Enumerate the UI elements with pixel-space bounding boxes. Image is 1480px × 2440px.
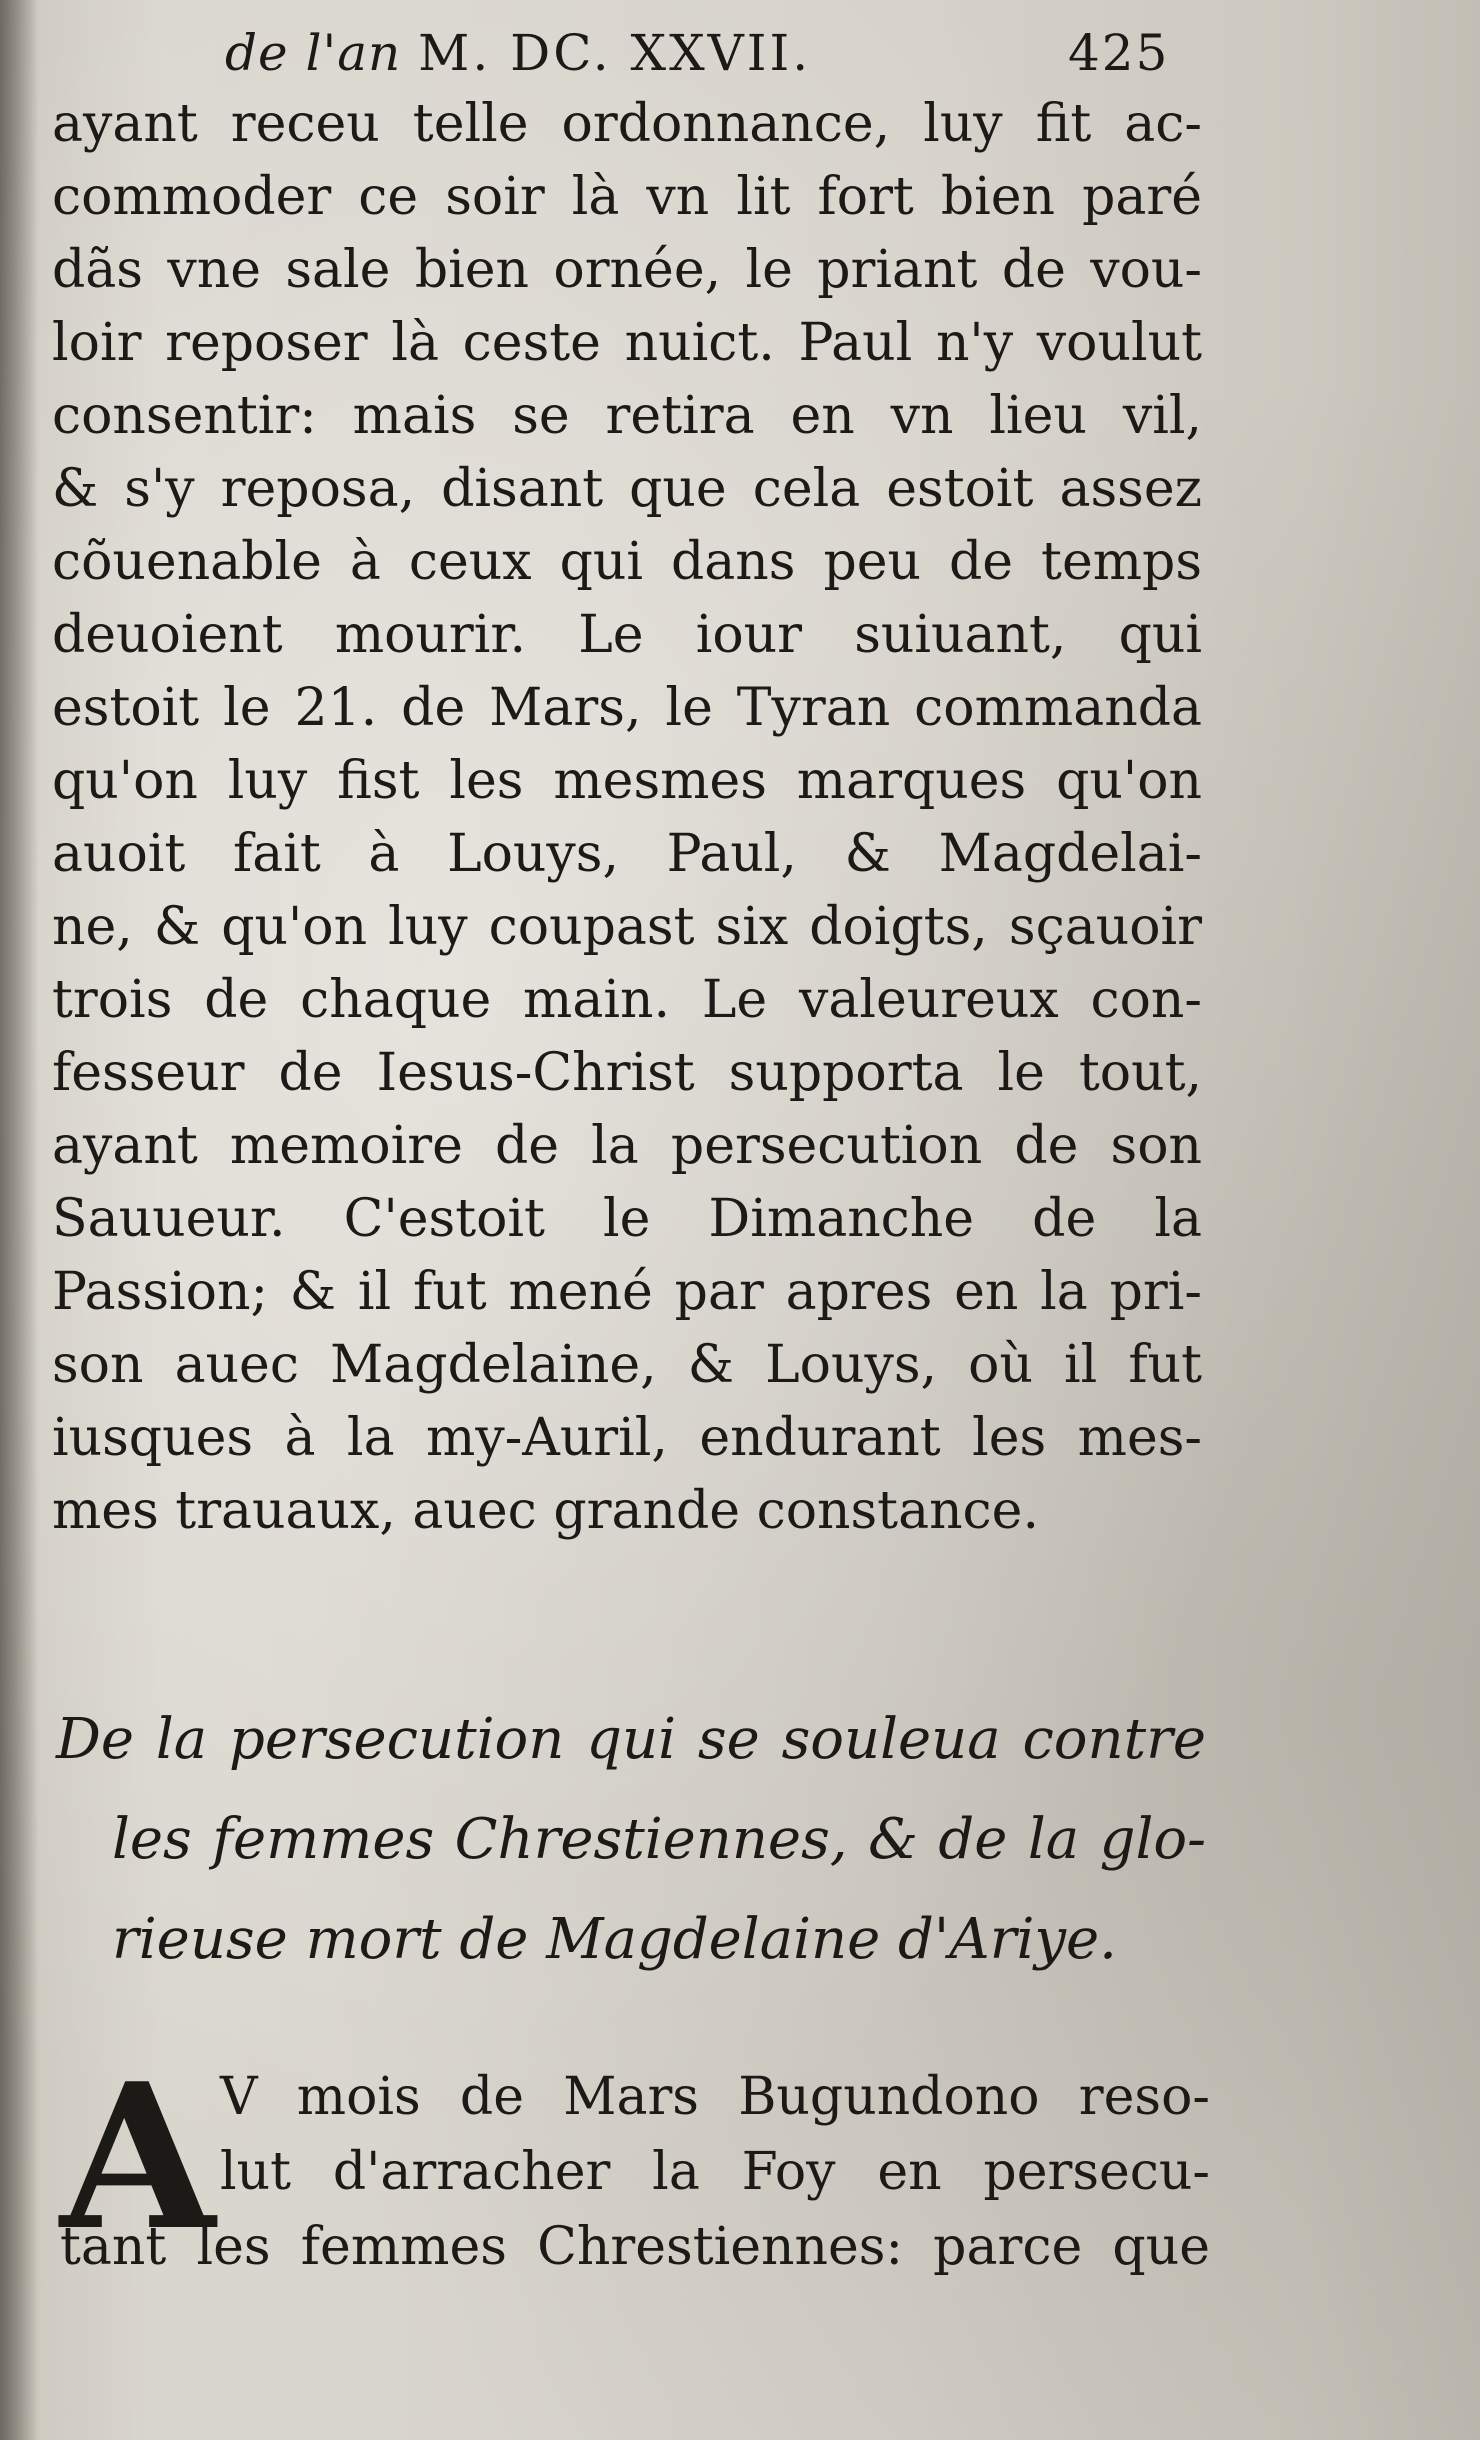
section-heading bbox=[56, 1690, 1206, 1990]
running-head-year: M. DC. XXVII. bbox=[418, 24, 812, 82]
second-paragraph bbox=[60, 2040, 1210, 2285]
running-head bbox=[225, 18, 811, 88]
text-line: qu'on luy fist les mesmes marques qu'on bbox=[52, 751, 1202, 811]
body-paragraph bbox=[52, 88, 1202, 1548]
text-line: trois de chaque main. Le valeureux con- bbox=[52, 970, 1202, 1030]
text-line: loir reposer là ceste nuict. Paul n'y voulut bbox=[52, 313, 1202, 373]
heading-line: rieuse mort de Magdelaine d'Ariye. bbox=[112, 1907, 1117, 1972]
text-line: mes trauaux, auec grande constance. bbox=[52, 1481, 1039, 1541]
text-line: auoit fait à Louys, Paul, & Magdelai- bbox=[52, 824, 1202, 884]
text-line: V mois de Mars Bugundono reso- bbox=[220, 2067, 1210, 2127]
drop-cap: A bbox=[60, 2040, 216, 2275]
text-line: fesseur de Iesus-Christ supporta le tout, bbox=[52, 1043, 1202, 1103]
gutter-shadow bbox=[0, 0, 38, 2440]
page-number: 425 bbox=[1068, 24, 1170, 82]
text-line: lut d'arracher la Foy en persecu- bbox=[220, 2142, 1210, 2202]
page-header bbox=[0, 18, 1480, 88]
text-line: Passion; & il fut mené par apres en la pri- bbox=[52, 1262, 1202, 1322]
text-line: & s'y reposa, disant que cela estoit assez bbox=[52, 459, 1202, 519]
text-line: cõuenable à ceux qui dans peu de temps bbox=[52, 532, 1202, 592]
heading-line: De la persecution qui se souleua contre bbox=[56, 1707, 1206, 1772]
text-line: son auec Magdelaine, & Louys, où il fut bbox=[52, 1335, 1202, 1395]
text-line: ne, & qu'on luy coupast six doigts, sçauoir bbox=[52, 897, 1202, 957]
text-line: ayant receu telle ordonnance, luy fit ac- bbox=[52, 94, 1202, 154]
running-head-italic: de l'an bbox=[225, 24, 402, 82]
text-line: estoit le 21. de Mars, le Tyran commanda bbox=[52, 678, 1202, 738]
text-line: dãs vne sale bien ornée, le priant de vou- bbox=[52, 240, 1202, 300]
text-line: iusques à la my-Auril, endurant les mes- bbox=[52, 1408, 1202, 1468]
text-line: deuoient mourir. Le iour suiuant, qui bbox=[52, 605, 1202, 665]
heading-line: les femmes Chrestiennes, & de la glo- bbox=[112, 1807, 1206, 1872]
text-line: Sauueur. C'estoit le Dimanche de la bbox=[52, 1189, 1202, 1249]
text-line: tant les femmes Chrestiennes: parce que bbox=[60, 2217, 1210, 2277]
text-line: ayant memoire de la persecution de son bbox=[52, 1116, 1202, 1176]
text-line: commoder ce soir là vn lit fort bien paré bbox=[52, 167, 1202, 227]
text-line: consentir: mais se retira en vn lieu vil, bbox=[52, 386, 1202, 446]
